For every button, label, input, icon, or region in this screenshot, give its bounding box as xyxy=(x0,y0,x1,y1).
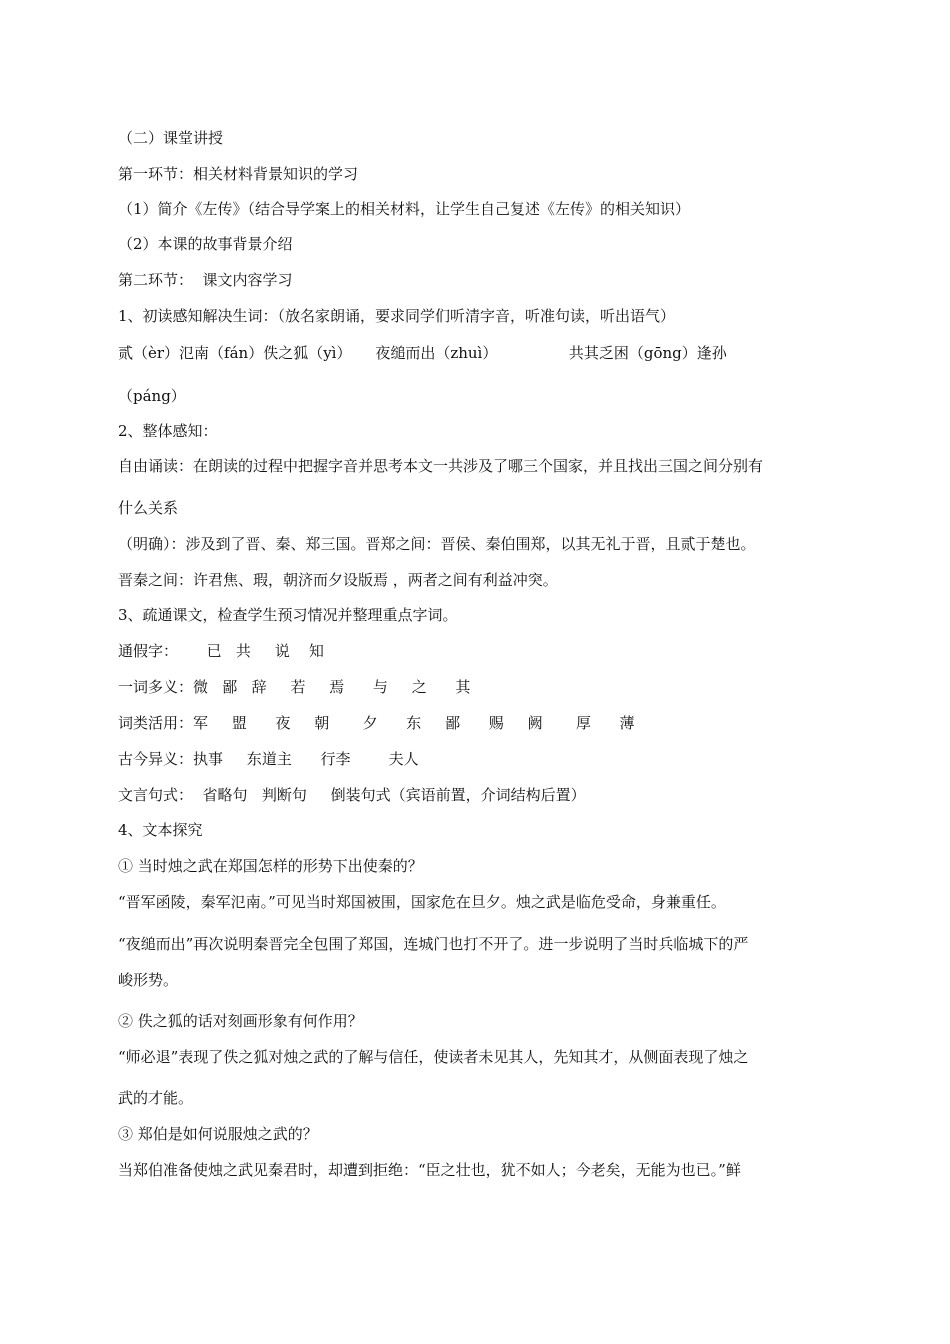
text-line: ② 佚之狐的话对刻画形象有何作用？ xyxy=(118,1012,363,1030)
text-line: 3、疏通课文，检查学生预习情况并整理重点字词。 xyxy=(118,606,458,624)
text-line: 一词多义：微 鄙 辞 若 焉 与 之 其 xyxy=(118,678,471,696)
text-line: “晋军函陵，秦军氾南。”可见当时郑国被围，国家危在旦夕。烛之武是临危受命，身兼重任。 xyxy=(118,893,726,911)
text-line: 武的才能。 xyxy=(118,1089,194,1107)
text-line: ① 当时烛之武在郑国怎样的形势下出使秦的？ xyxy=(118,857,423,875)
text-line: 第一环节：相关材料背景知识的学习 xyxy=(118,165,359,183)
text-line: 词类活用：军 盟 夜 朝 夕 东 鄙 赐 阙 厚 薄 xyxy=(118,714,635,732)
text-line: 通假字： 已 共 说 知 xyxy=(118,642,324,660)
text-line: 贰（èr）氾南（fán）佚之狐（yì） 夜缒而出（zhuì） 共其乏困（gōng）逢孙 xyxy=(118,344,727,362)
text-line: （明确）：涉及到了晋、秦、郑三国。晋郑之间：晋侯、秦伯围郑，以其无礼于晋，且贰于楚也。 xyxy=(118,535,756,553)
text-line: （2）本课的故事背景介绍 xyxy=(118,235,293,253)
text-line: （páng） xyxy=(118,387,186,405)
text-line: “夜缒而出”再次说明秦晋完全包围了郑国，连城门也打不开了。进一步说明了当时兵临城下的严 xyxy=(118,935,749,953)
text-line: 古今异义：执事 东道主 行李 夫人 xyxy=(118,750,419,768)
text-line: 4、文本探究 xyxy=(118,821,203,839)
text-line: 文言句式： 省略句 判断句 倒装句式（宾语前置，介词结构后置） xyxy=(118,786,586,804)
text-line: 第二环节： 课文内容学习 xyxy=(118,271,293,289)
text-line: 2、整体感知： xyxy=(118,422,218,440)
text-line: （1）简介《左传》（结合导学案上的相关材料，让学生自己复述《左传》的相关知识） xyxy=(118,200,691,218)
text-line: 1、初读感知解决生词：（放名家朗诵，要求同学们听清字音，听准句读，听出语气） xyxy=(118,307,676,325)
text-line: 峻形势。 xyxy=(118,971,179,989)
text-line: 自由诵读：在朗读的过程中把握字音并思考本文一共涉及了哪三个国家，并且找出三国之间分别有 xyxy=(118,457,764,475)
text-line: 晋秦之间：许君焦、瑕，朝济而夕设版焉 ，两者之间有利益冲突。 xyxy=(118,571,558,589)
text-line: 什么关系 xyxy=(118,499,179,517)
text-line: （二）课堂讲授 xyxy=(118,129,224,147)
text-line: 当郑伯准备使烛之武见秦君时，却遭到拒绝：“臣之壮也，犹不如人；今老矣，无能为也已。”鲜 xyxy=(118,1161,741,1179)
text-line: “师必退”表现了佚之狐对烛之武的了解与信任，使读者未见其人，先知其才，从侧面表现了烛之 xyxy=(118,1048,749,1066)
text-line: ③ 郑伯是如何说服烛之武的？ xyxy=(118,1125,318,1143)
